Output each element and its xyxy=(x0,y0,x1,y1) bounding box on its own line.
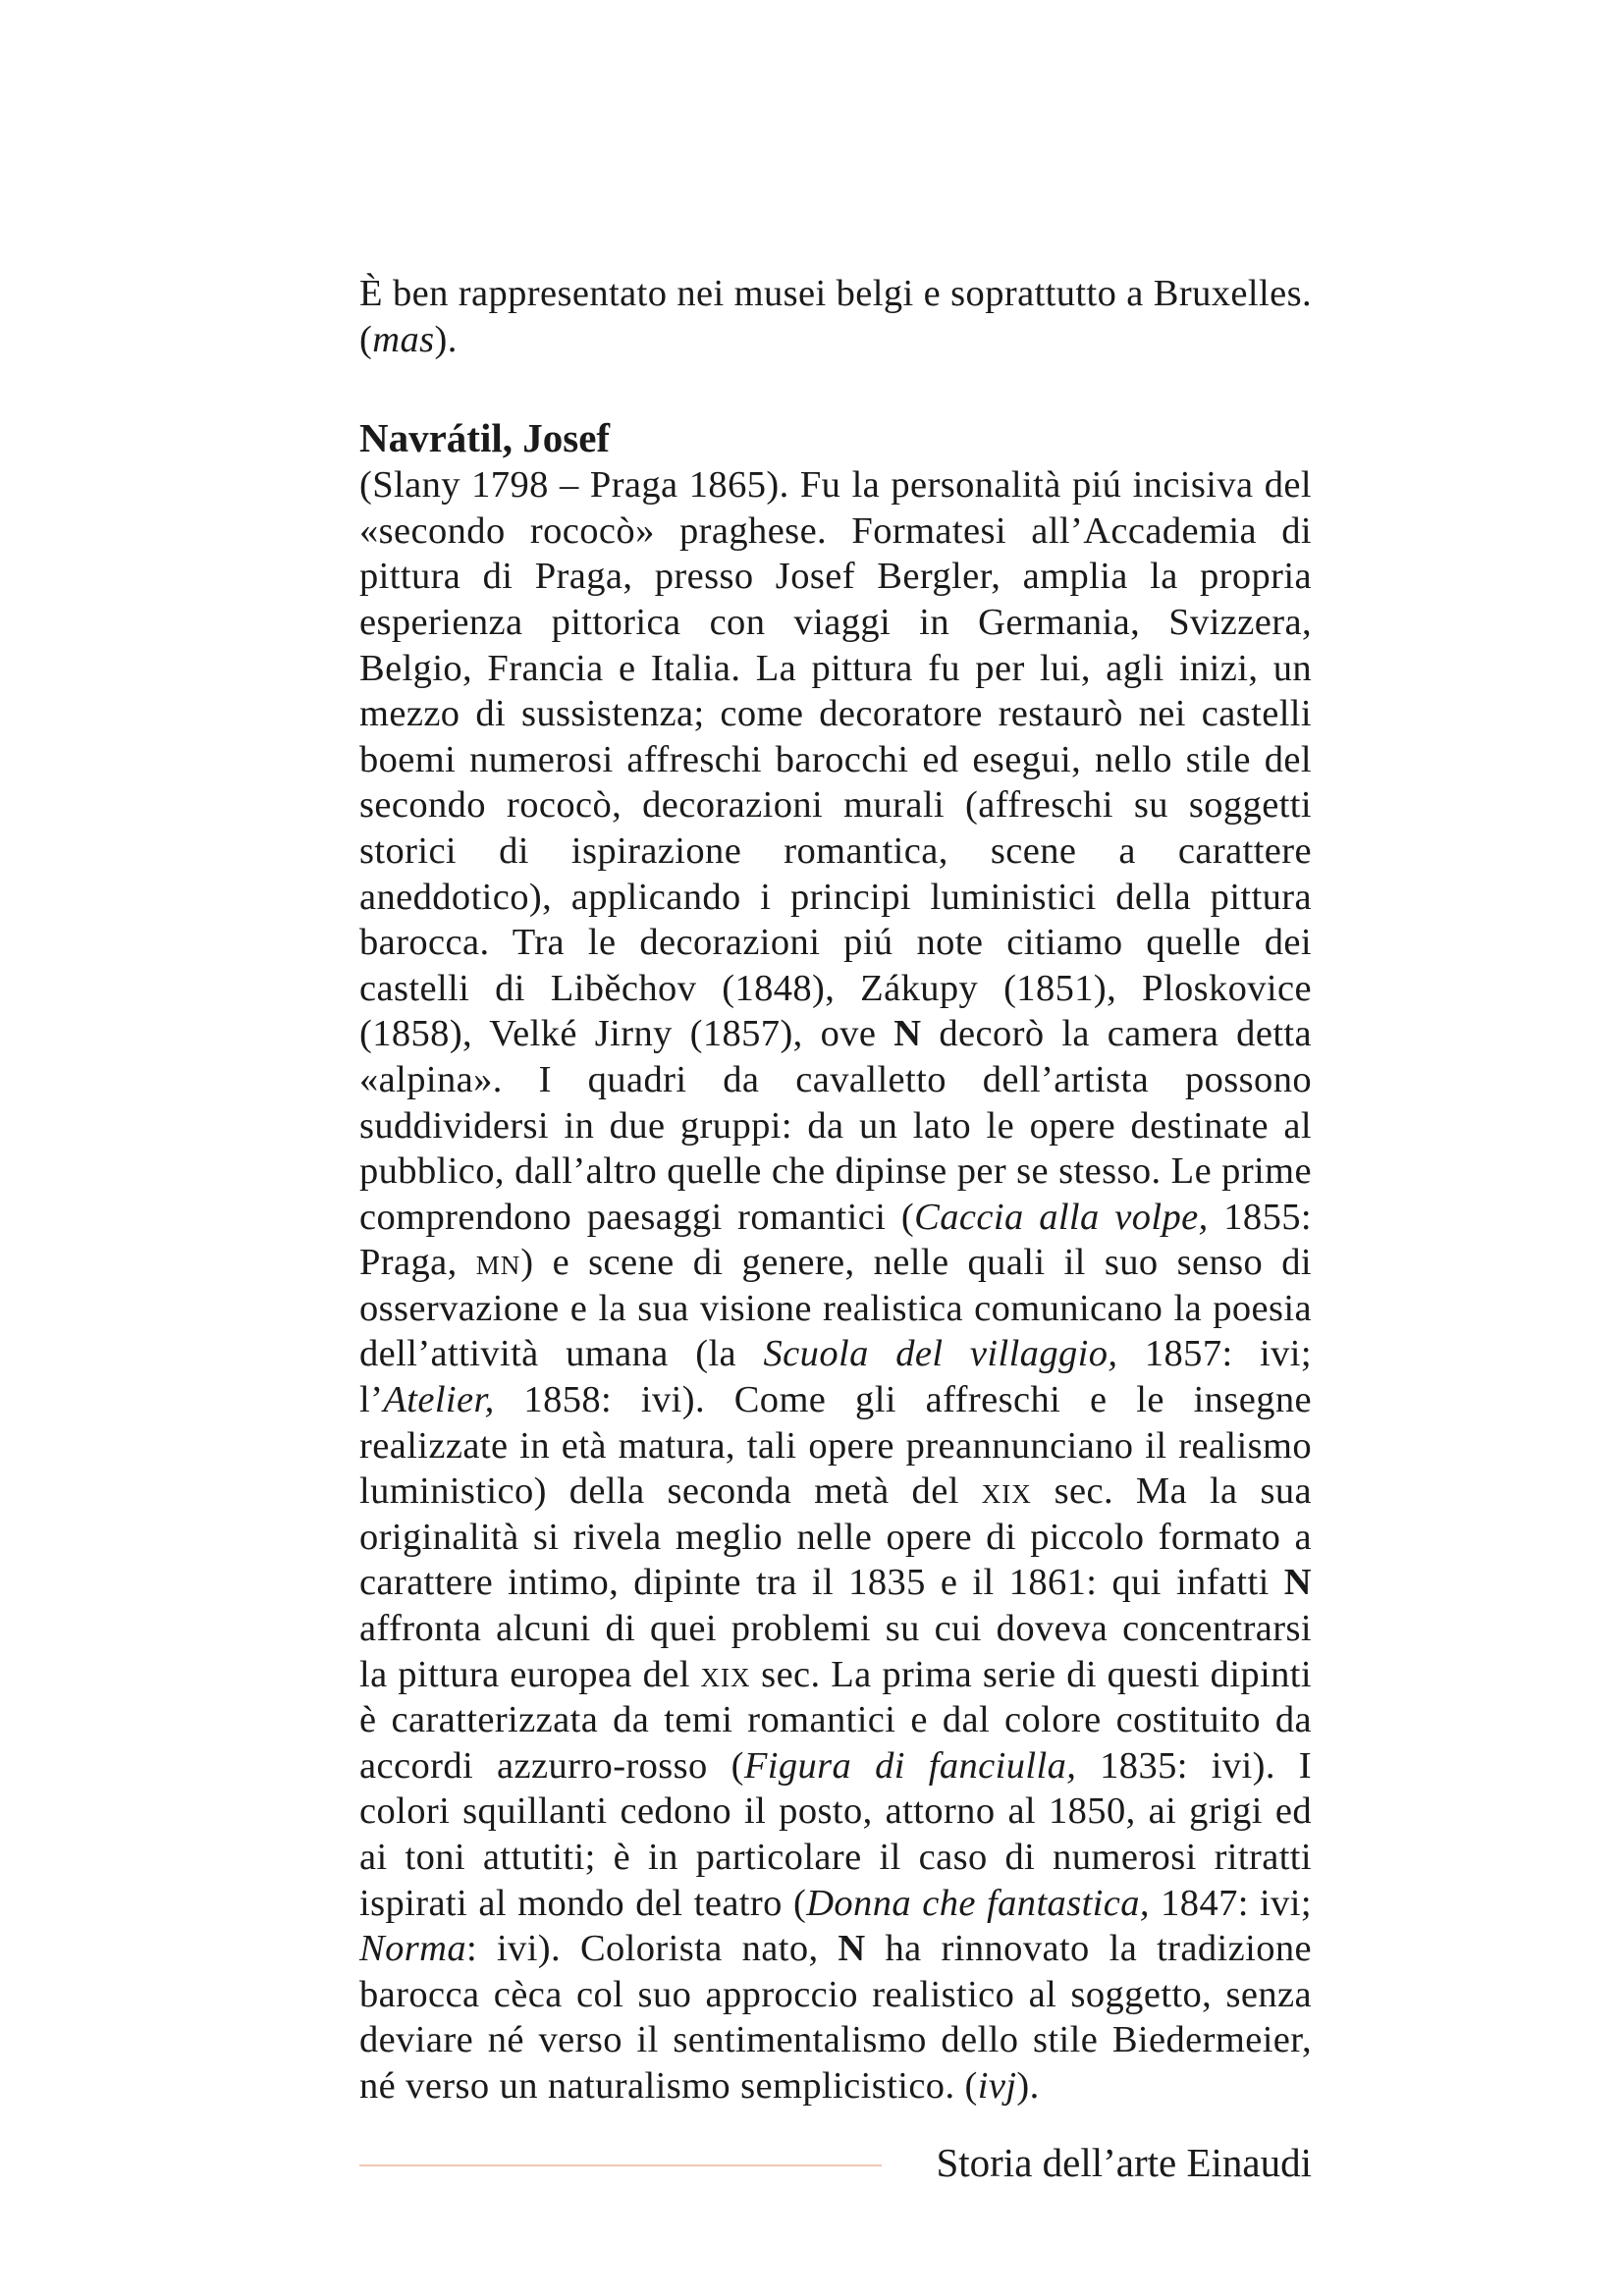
page-content xyxy=(359,271,1312,2109)
footer-title: Storia dell’arte Einaudi xyxy=(936,2140,1312,2185)
top-paragraph-text: È ben rappresentato nei musei belgi e soprattutto a Bruxelles. xyxy=(359,273,1312,314)
page-footer xyxy=(359,2138,1312,2187)
footer-rule xyxy=(359,2164,882,2166)
entry-title: Navrátil, Josef xyxy=(359,415,611,461)
top-paragraph-author: mas xyxy=(372,318,435,360)
entry-body xyxy=(359,462,1312,2109)
top-paragraph: È ben rappresentato nei musei belgi e soprattutto a Bruxelles. (mas). xyxy=(359,273,1312,360)
entry-body-text: (Slany 1798 – Praga 1865). Fu la personalità piú incisiva del «secondo rococò» praghese. Formatesi all’Accademia di pittura di Praga, presso Josef Bergler, amplia la propria esperienza pittorica con viaggi in Germania, Svizzera, Belgio, Francia e Italia. La pittura fu per lui, agli inizi, un mezzo di sussistenza; come decoratore restaurò nei castelli boemi numerosi affreschi barocchi ed esegui, nello stile del secondo rococò, decorazioni murali (affreschi su soggetti storici di ispirazione romantica, scene a carattere aneddotico), applicando i principi luministici della pittura barocca. Tra le decorazioni piú note citiamo quelle dei castelli di Liběchov (1848), Zákupy (1851), Ploskovice (1858), Velké Jirny (1857), ove N decorò la camera detta «alpina». I quadri da cavalletto dell’artista possono suddividersi in due gruppi: da un lato le opere destinate al pubblico, dall’altro quelle che dipinse per se stesso. Le prime comprendono paesaggi romantici (Caccia alla volpe, 1855: Praga, mn) e scene di genere, nelle quali il suo senso di osservazione e la sua visione realistica comunicano la poesia dell’attività umana (la Scuola del villaggio, 1857: ivi; l’Atelier, 1858: ivi). Come gli affreschi e le insegne realizzate in età matura, tali opere preannunciano il realismo luministico) della seconda metà del xix sec. Ma la sua originalità si rivela meglio nelle opere di piccolo formato a carattere intimo, dipinte tra il 1835 e il 1861: qui infatti N affronta alcuni di quei problemi su cui doveva concentrarsi la pittura europea del xix sec. La prima serie di questi dipinti è caratterizzata da temi romantici e dal colore costituito da accordi azzurro-rosso (Figura di fanciulla, 1835: ivi). I colori squillanti cedono il posto, attorno al 1850, ai grigi ed ai toni attutiti; è in particolare il caso di numerosi ritratti ispirati al mondo del teatro (Donna che fantastica, 1847: ivi; Norma: ivi). Colorista nato, N ha rinnovato la tradizione barocca cèca col suo approccio realistico al soggetto, senza deviare né verso il sentimentalismo dello stile Biedermeier, né verso un naturalismo semplicistico. (ivj). xyxy=(359,464,1313,2107)
top-paragraph-close: . xyxy=(447,318,458,360)
